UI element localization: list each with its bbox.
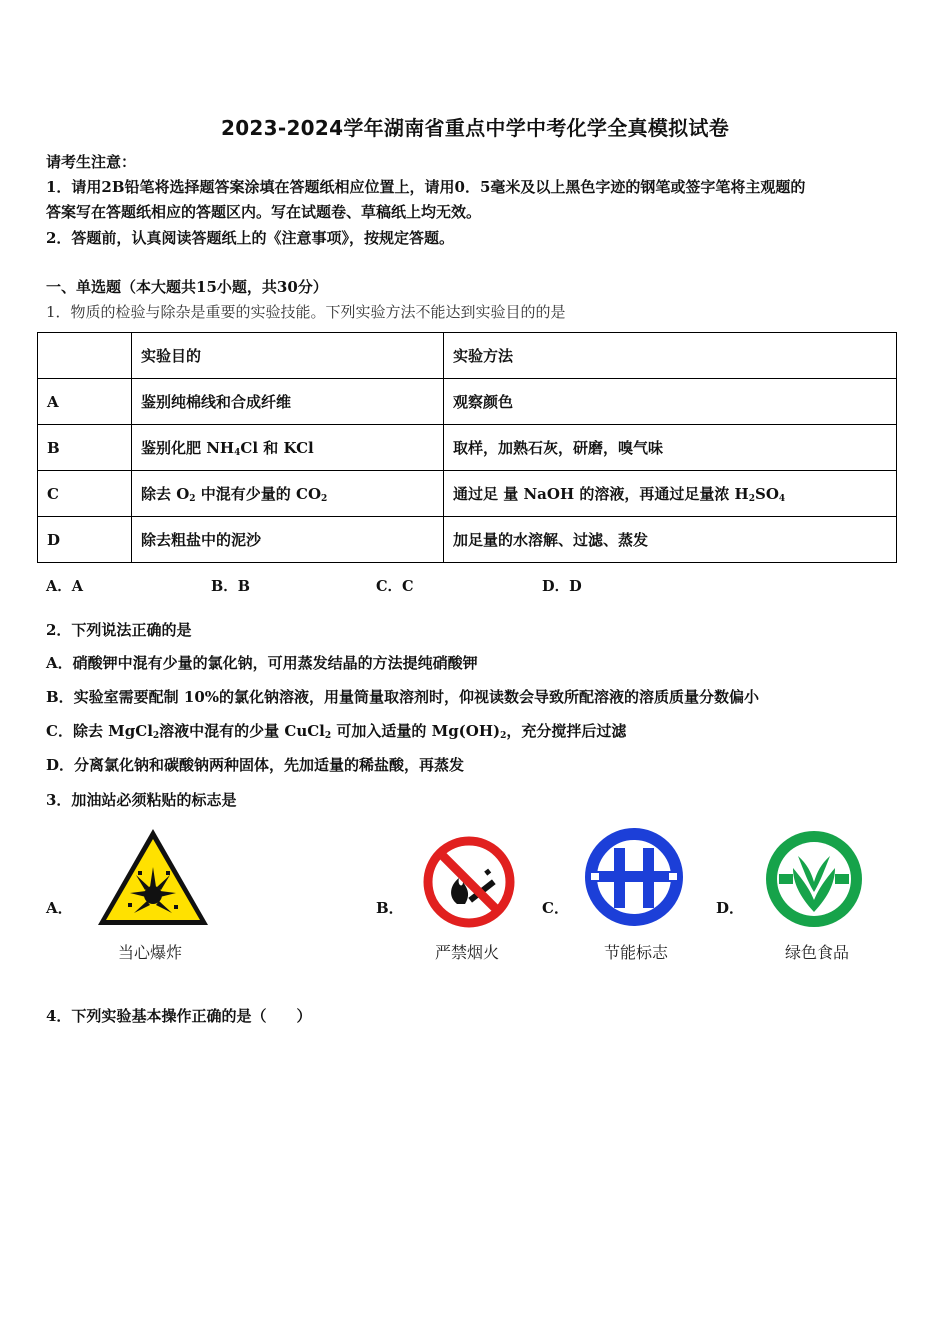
table-header-purpose: 实验目的 [132,333,444,379]
row-purpose: 除去 $O_2$ 中混有少量的 $CO_2$ [132,471,444,517]
q4-stem: 4．下列实验基本操作正确的是（ ） [46,1007,312,1025]
row-label: B [38,425,132,471]
row-method: 观察颜色 [444,379,897,425]
q1-stem: 1．物质的检验与除杂是重要的实验技能。下列实验方法不能达到实验目的的是 [46,303,566,321]
green-food-icon [763,828,865,930]
explosion-warning-icon [94,825,212,931]
table-row [38,425,897,471]
notice-heading: 请考生注意： [46,153,137,171]
notice-line-2: 2．答题前，认真阅读答题纸上的《注意事项》，按规定答题。 [46,229,454,247]
q2-option-a: A．硝酸钾中混有少量的氯化钠，可用蒸发结晶的方法提纯硝酸钾 [46,654,478,672]
notice-line-1a: 1．请用2B铅笔将选择题答案涂填在答题纸相应位置上，请用0．5毫米及以上黑色字迹的钢笔或签字笔将主观题的 [46,178,806,196]
q3-option-b-caption: 严禁烟火 [434,943,499,962]
q1-option-a: A．A [46,578,84,595]
q3-option-c-caption: 节能标志 [603,943,668,962]
no-fire-icon [421,834,517,930]
table-row [38,517,897,563]
row-method: 取样，加熟石灰，研磨，嗅气味 [444,425,897,471]
page-title: 2023-2024学年湖南省重点中学中考化学全真模拟试卷 [220,116,730,140]
q2-stem: 2．下列说法正确的是 [46,621,192,639]
row-label: D [38,517,132,563]
q1-option-d: D．D [542,578,582,595]
q3-stem: 3．加油站必须粘贴的标志是 [46,791,237,809]
q3-option-a-caption: 当心爆炸 [117,943,182,962]
row-purpose: 鉴别化肥 $NH_4Cl$ 和 KCl [132,425,444,471]
row-purpose: 鉴别纯棉线和合成纤维 [132,379,444,425]
q1-option-b: B．B [211,578,251,595]
q3-option-d-letter: D． [716,899,745,917]
q3-option-d-caption: 绿色食品 [784,943,849,962]
row-method: 加足量的水溶解、过滤、蒸发 [444,517,897,563]
table-row [38,379,897,425]
row-label: C [38,471,132,517]
q1-option-c: C．C [376,578,414,595]
row-label: A [38,379,132,425]
notice-line-1b: 答案写在答题纸相应的答题区内。写在试题卷、草稿纸上均无效。 [46,203,482,221]
energy-saving-icon [583,826,685,928]
q1-table [37,332,897,563]
table-row [38,471,897,517]
row-method: 通过足 量 NaOH 的溶液，再通过足量浓 $H_2SO_4$ [444,471,897,517]
row-purpose: 除去粗盐中的泥沙 [132,517,444,563]
q3-option-b-letter: B． [376,899,404,917]
q2-option-c: C．除去 MgCl$_2$溶液中混有的少量 CuCl$_2$ 可加入适量的 $Mg(OH)_2$，充分搅拌后过滤 [46,722,627,741]
q3-option-c-letter: C． [542,899,569,917]
q2-option-d: D．分离氯化钠和碳酸钠两种固体，先加适量的稀盐酸，再蒸发 [46,756,465,774]
table-cell [38,333,132,379]
q3-option-a-letter: A． [46,899,73,917]
table-header-row [38,333,897,379]
q2-option-b: B．实验室需要配制 10%的氯化钠溶液，用量筒量取溶剂时，仰视读数会导致所配溶液的溶质质量分数偏小 [46,688,760,706]
table-header-method: 实验方法 [444,333,897,379]
section-heading: 一、单选题（本大题共15小题，共30分） [46,278,328,296]
